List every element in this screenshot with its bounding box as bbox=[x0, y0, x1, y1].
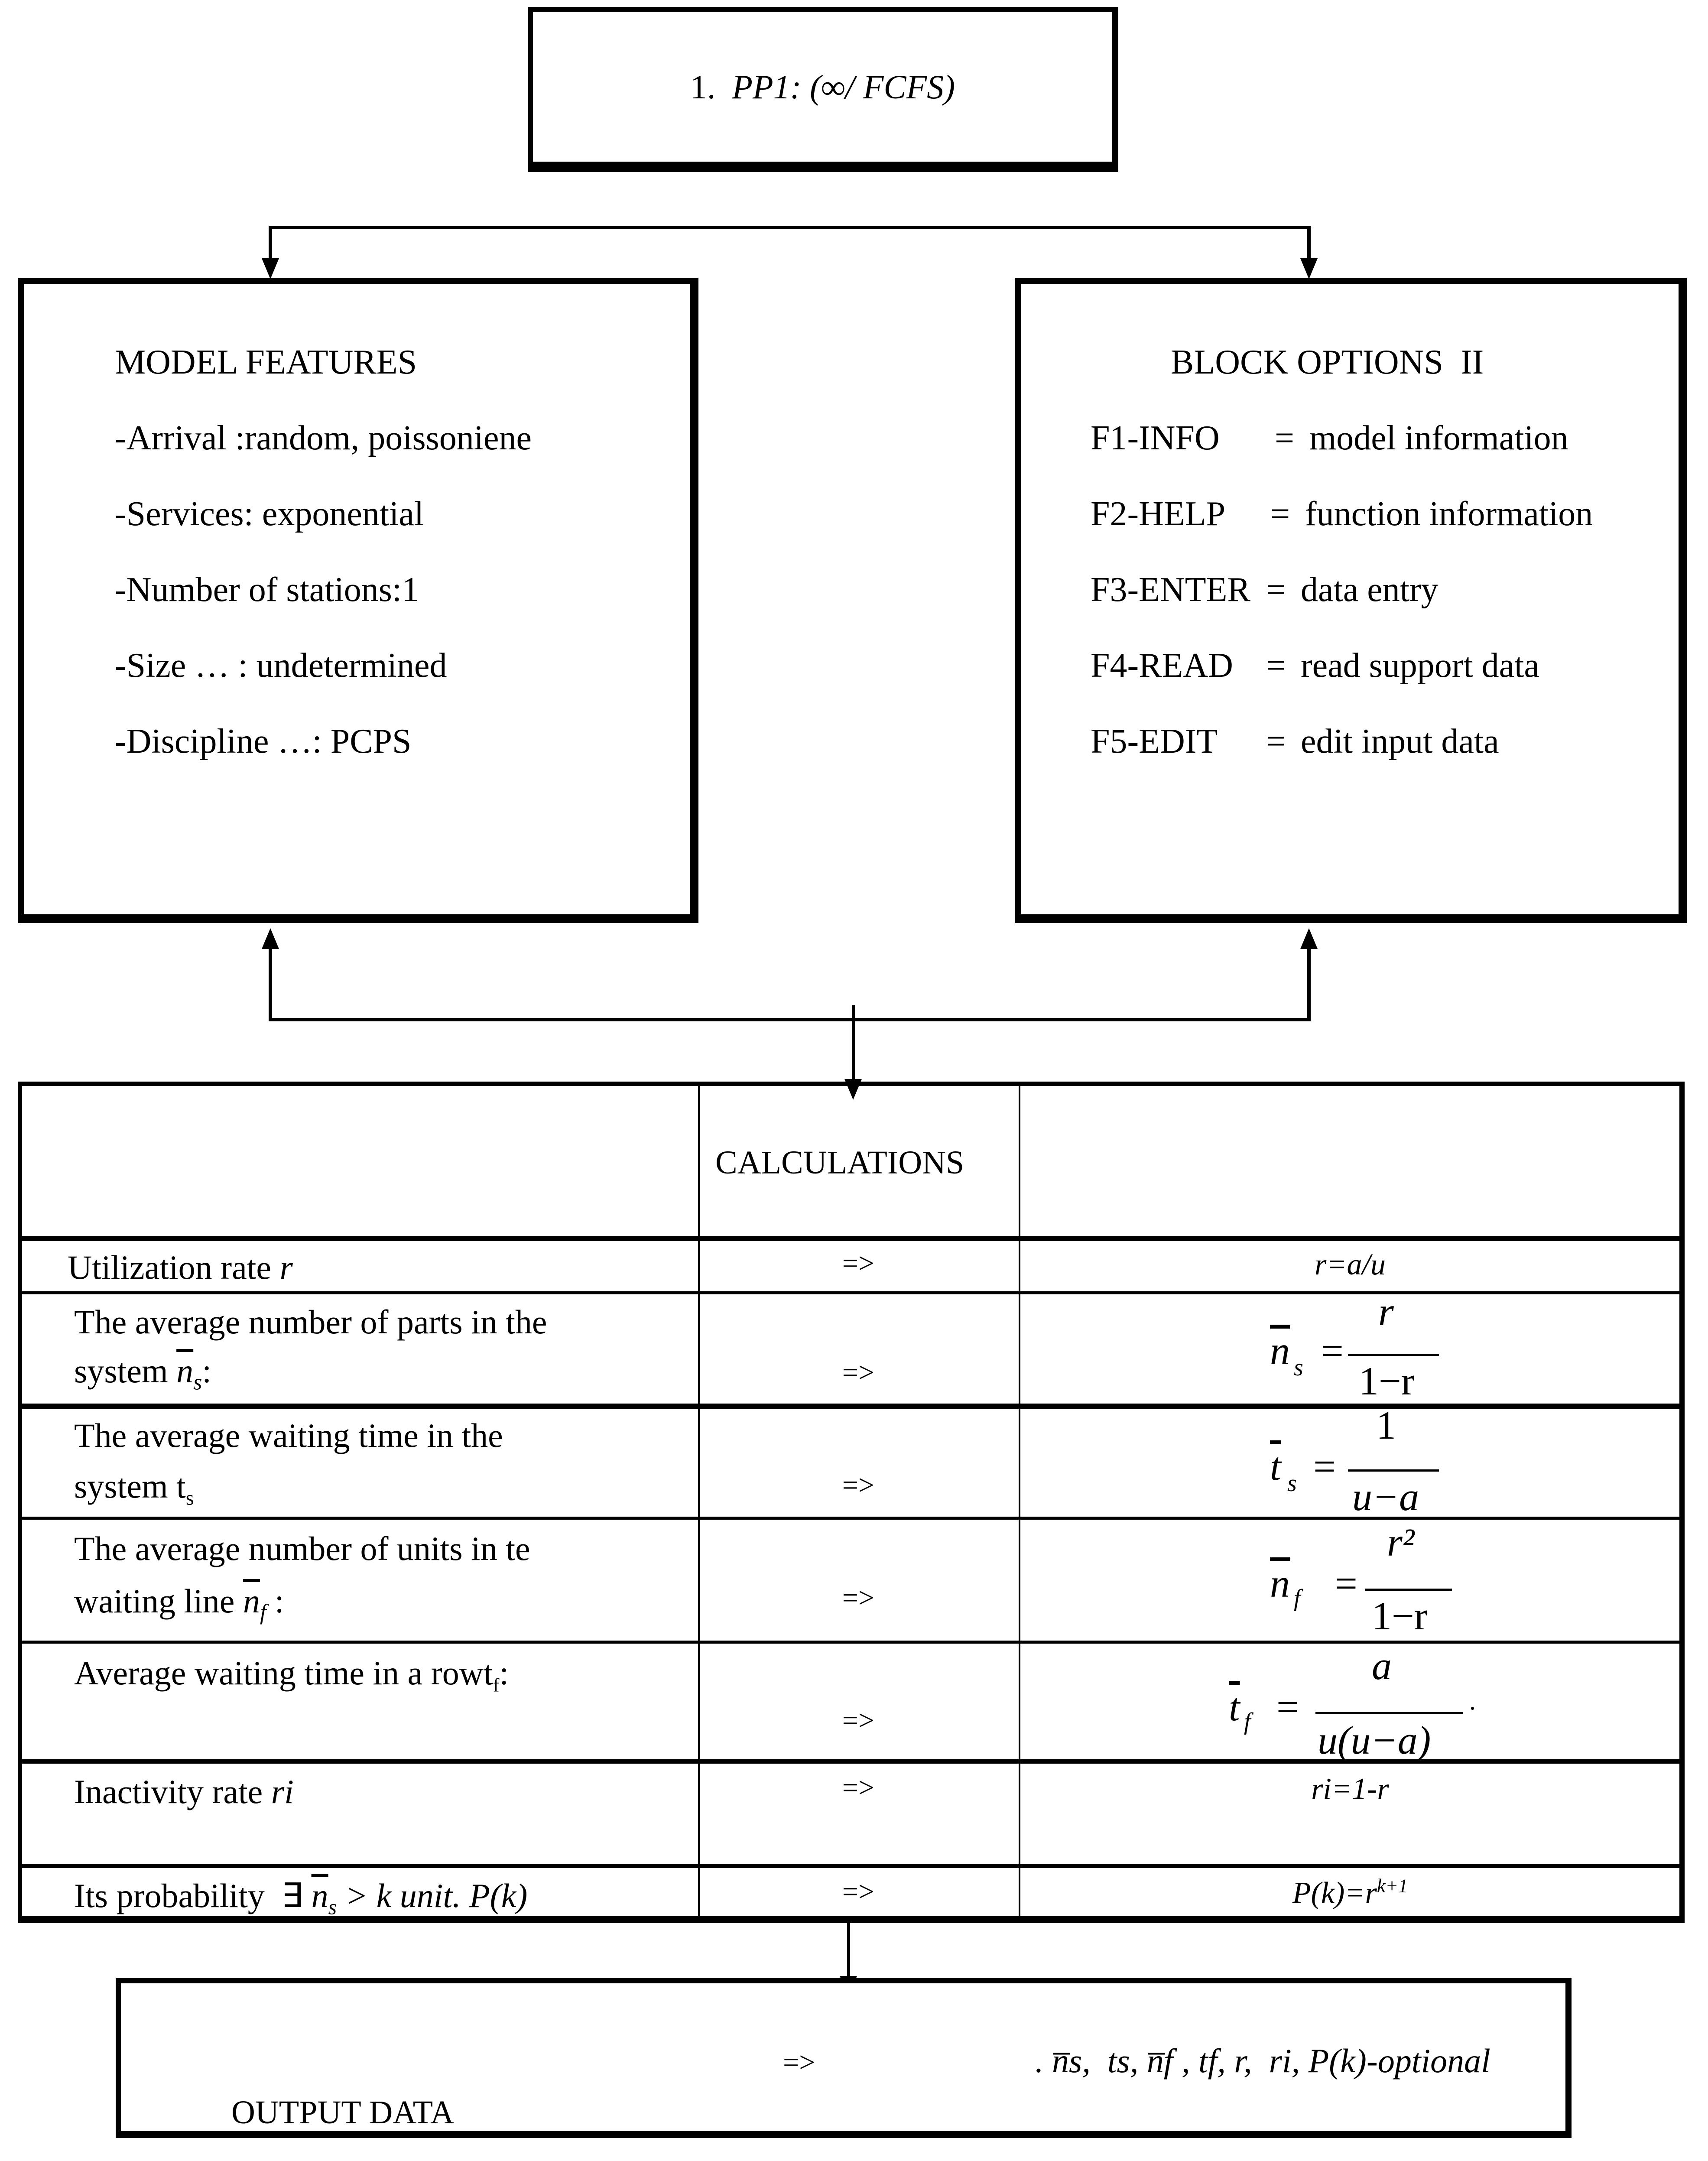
model-title bbox=[690, 68, 955, 107]
arrow-up-icon bbox=[1300, 928, 1318, 949]
row-arrow: => bbox=[842, 1248, 875, 1279]
row-label: The average number of units in te waiting line $\overline{n}_f$ : bbox=[74, 1530, 530, 1625]
connector-center-drop bbox=[852, 1005, 855, 1083]
row-formula: ri=1-r bbox=[1311, 1772, 1389, 1806]
output-label: OUTPUT DATA bbox=[231, 2094, 454, 2131]
block-options-heading: BLOCK OPTIONS II bbox=[1171, 343, 1484, 381]
option-desc: function information bbox=[1305, 495, 1593, 533]
feature-item: -Services: exponential bbox=[115, 495, 424, 533]
option-key: F5-EDIT bbox=[1091, 722, 1218, 760]
option-key: F4-READ bbox=[1091, 647, 1233, 685]
arrow-up-icon bbox=[262, 928, 279, 949]
calculations-table bbox=[18, 1082, 1685, 1923]
connector-top-horizontal bbox=[270, 226, 1309, 229]
row-formula: $\overline{t}$ s = 1 u−a bbox=[1270, 1407, 1452, 1515]
row-label: Inactivity rate ri bbox=[74, 1773, 294, 1810]
row-arrow: => bbox=[842, 1705, 875, 1736]
model-number: 1. bbox=[690, 68, 716, 106]
option-desc: model information bbox=[1309, 419, 1568, 457]
calculations-header: CALCULATIONS bbox=[715, 1144, 964, 1181]
option-equals: = bbox=[1266, 571, 1286, 609]
option-desc: read support data bbox=[1301, 647, 1539, 685]
option-equals: = bbox=[1275, 419, 1295, 457]
row-arrow: => bbox=[842, 1582, 875, 1614]
connector-bottom-horizontal bbox=[269, 1018, 1311, 1021]
row-divider bbox=[22, 1236, 1679, 1241]
connector-output-drop bbox=[847, 1923, 850, 1984]
model-label: PP1: (∞/ FCFS) bbox=[732, 68, 955, 106]
block-options-box bbox=[1015, 278, 1687, 923]
option-key: F1-INFO bbox=[1091, 419, 1220, 457]
arrow-down-icon bbox=[1300, 258, 1318, 279]
connector-top-right-drop bbox=[1307, 226, 1311, 261]
model-features-heading: MODEL FEATURES bbox=[115, 343, 417, 381]
option-key: F2-HELP bbox=[1091, 495, 1226, 533]
row-formula: $\overline{t}$ f = a u(u−a) . bbox=[1229, 1644, 1476, 1762]
row-formula: $\overline{n}$ s = r 1−r bbox=[1270, 1293, 1452, 1401]
option-equals: = bbox=[1266, 722, 1286, 760]
row-divider bbox=[22, 1864, 1679, 1868]
connector-right-rise bbox=[1307, 947, 1311, 1021]
output-values: . n̅s, ts, n̅f , tf, r, ri, P(k)-optional bbox=[1035, 2042, 1490, 2080]
row-formula: $\overline{n}$ f = r² 1−r bbox=[1270, 1519, 1452, 1636]
connector-left-rise bbox=[269, 947, 272, 1021]
output-arrow: => bbox=[783, 2047, 815, 2078]
row-label: Average waiting time in a rowt$_f$: bbox=[74, 1654, 509, 1696]
row-label: The average number of parts in the system $\overline{n}_s$: bbox=[74, 1303, 547, 1395]
row-label: Its probability ∃ $\overline{n}_s > k$ unit. P(k) bbox=[74, 1877, 528, 1919]
row-formula: r=a/u bbox=[1315, 1248, 1386, 1281]
feature-item: -Size … : undetermined bbox=[115, 647, 447, 685]
row-label: The average waiting time in the system $t_s$ bbox=[74, 1417, 503, 1510]
row-label: Utilization rate r bbox=[68, 1248, 293, 1286]
row-arrow: => bbox=[842, 1357, 875, 1388]
connector-top-left-drop bbox=[269, 226, 272, 261]
option-equals: = bbox=[1266, 647, 1286, 685]
option-key: F3-ENTER bbox=[1091, 571, 1250, 609]
feature-item: -Arrival :random, poissoniene bbox=[115, 419, 532, 457]
model-features-box bbox=[18, 278, 698, 923]
feature-item: -Discipline …: PCPS bbox=[115, 722, 412, 760]
output-data-box bbox=[116, 1978, 1572, 2138]
row-arrow: => bbox=[842, 1772, 875, 1804]
option-desc: data entry bbox=[1301, 571, 1438, 609]
row-arrow: => bbox=[842, 1876, 875, 1908]
row-arrow: => bbox=[842, 1469, 875, 1501]
title-box bbox=[528, 7, 1118, 172]
option-equals: = bbox=[1270, 495, 1290, 533]
option-desc: edit input data bbox=[1301, 722, 1499, 760]
feature-item: -Number of stations:1 bbox=[115, 571, 419, 609]
arrow-down-icon bbox=[262, 258, 279, 279]
row-formula: $P(k)=r^{k+1}$ bbox=[1292, 1875, 1408, 1910]
